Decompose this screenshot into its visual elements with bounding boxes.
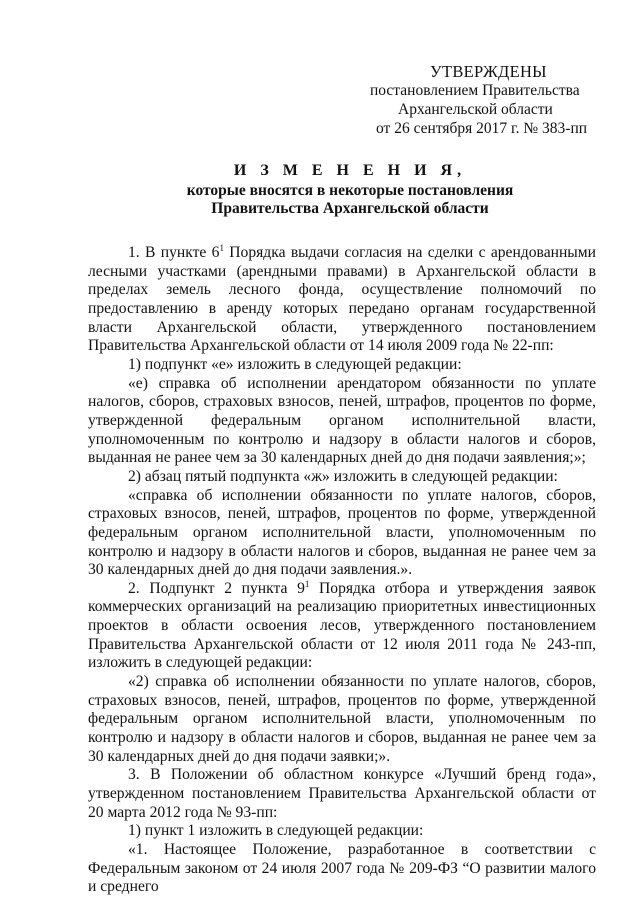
- paragraph: 2) абзац пятый подпункта «ж» изложить в следующей редакции:: [128, 467, 558, 485]
- document-title: И З М Е Н Е Н И Я,: [233, 162, 467, 179]
- superscript: 1: [304, 578, 310, 589]
- approval-heading: УТВЕРЖДЕНЫ: [430, 62, 547, 81]
- document-body: [88, 244, 596, 897]
- document-subtitle: которые вносятся в некоторые постановления: [186, 182, 514, 199]
- superscript: 1: [219, 243, 224, 253]
- paragraph: 3. В Положении об областном конкурсе «Лучший бренд года», утвержденном постановлением Правительства Архангельской области от 20 марта 2012 года № 93-пп:: [88, 766, 596, 821]
- paragraph: «справка об исполнении обязанности по уплате налогов, сборов, страховых взносов, пеней, штрафов, процентов по форме, утвержденной федеральным органом исполнительной власти, уполномоченным по контролю и надзору в области налогов и сборов, выданная не ранее чем за 30 календарных дней до дня подачи заявления.».: [88, 486, 596, 579]
- paragraph: [88, 580, 596, 673]
- paragraph: «е) справка об исполнении арендатором обязанности по уплате налогов, сборов, страховых взносов, пеней, штрафов, процентов по форме, утвержденной федеральным органом исполнительной власти, уполномоченным по контролю и надзору в области налогов и сборов, выданная не ранее чем за 30 календарных дней до дня подачи заявления;»;: [88, 374, 596, 467]
- paragraph-text: Порядка выдачи согласия на сделки с арендованными лесными участками (арендными правами) в Архангельской области в пределах земель лесного фонда, осуществление полномочий по предоставлению в аренду которых передано органам государственной власти Архангельской области, утвержденного постановлением Правительства Архангельской области от 14 июля 2009 года № 22-пп:: [88, 244, 596, 355]
- paragraph: «1. Настоящее Положение, разработанное в соответствии с Федеральным законом от 24 июля 2007 года № 209-ФЗ “О развитии малого и среднего: [88, 841, 596, 896]
- paragraph: 1) подпункт «е» изложить в следующей редакции:: [128, 355, 462, 373]
- approval-line: постановлением Правительства: [370, 82, 580, 99]
- paragraph: «2) справка об исполнении обязанности по уплате налогов, сборов, страховых взносов, пеней, штрафов, процентов по форме, утвержденной федеральным органом исполнительной власти, уполномоченным по контролю и надзору в области налогов и сборов, выданная не ранее чем за 30 календарных дней до дня подачи заявки;».: [88, 673, 596, 765]
- approval-stamp: [352, 62, 612, 138]
- paragraph-text: 2. Подпункт 2 пункта 9: [128, 579, 305, 597]
- paragraph: 1) пункт 1 изложить в следующей редакции:: [128, 822, 424, 840]
- paragraph: [88, 244, 596, 356]
- approval-line: Архангельской области: [398, 101, 553, 118]
- approval-date-line: от 26 сентября 2017 г. № 383-пп: [376, 120, 588, 137]
- paragraph-text: Порядка отбора и утверждения заявок коммерческих организаций на реализацию приоритетных инвестиционных проектов в области освоения лесов, утвержденного постановлением Правительства Архангельской области от 12 июля 2011 года № 243-пп, изложить в следующей редакции:: [88, 579, 596, 672]
- paragraph-text: 1. В пункте 6: [128, 244, 220, 261]
- document-subtitle: Правительства Архангельской области: [211, 200, 489, 217]
